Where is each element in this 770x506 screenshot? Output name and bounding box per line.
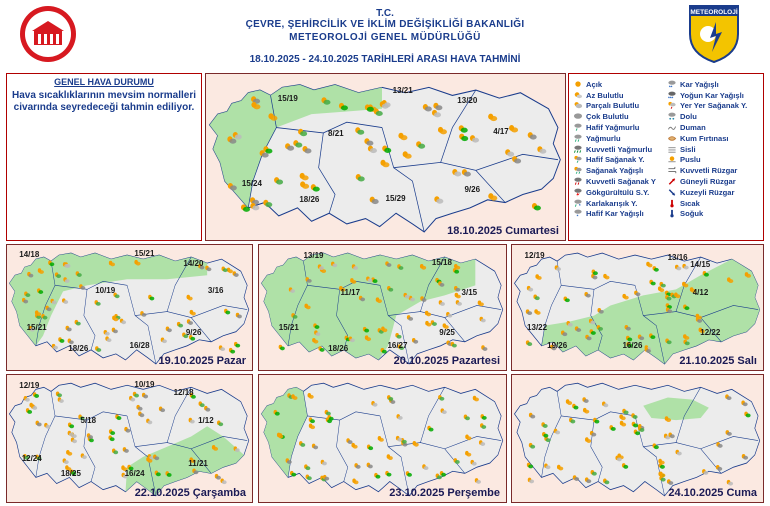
temperature-label: 8/21: [328, 128, 344, 138]
legend-label: Puslu: [680, 155, 701, 165]
legend-item: [573, 133, 667, 144]
legend-item: [667, 79, 761, 90]
weather-icon: [475, 478, 481, 484]
general-weather-box: [6, 73, 202, 241]
weather-icon: [229, 348, 235, 354]
temperature-label: 13/16: [667, 252, 688, 262]
legend-item: [667, 187, 761, 198]
legend-label: Çok Bulutlu: [586, 112, 629, 122]
legend-label: Kuvvetli Rüzgar: [680, 166, 738, 176]
temperature-label: 13/22: [527, 322, 548, 332]
cloud-icon: [573, 112, 583, 121]
weather-icon: [526, 340, 532, 346]
cold-icon: [667, 209, 677, 218]
temperature-label: 15/21: [26, 322, 47, 332]
temperature-label: 13/19: [303, 251, 324, 261]
legend-item: [573, 144, 667, 155]
turkey-map-shape: [512, 245, 763, 370]
map-date-label: 21.10.2025 Salı: [679, 355, 757, 367]
strong-wind-icon: [667, 166, 677, 175]
legend-item: [573, 155, 667, 166]
sleet-icon: [573, 199, 583, 208]
temperature-label: 9/26: [185, 327, 202, 337]
temperature-label: 15/24: [241, 178, 262, 188]
temperature-label: 11/21: [188, 458, 208, 468]
temperature-label: 3/16: [207, 286, 224, 296]
temperature-label: 14/15: [690, 260, 711, 269]
temperature-label: 13/21: [392, 85, 413, 95]
temperature-label: 10/19: [134, 380, 155, 390]
svg-text:**: **: [668, 84, 673, 89]
temperature-label: 15/29: [385, 193, 406, 203]
temperature-label: 12/24: [21, 453, 42, 463]
svg-text:*: *: [578, 202, 581, 208]
temperature-label: 15/18: [431, 257, 452, 267]
turkey-map: [206, 74, 565, 240]
legend-item: [573, 111, 667, 122]
temperature-label: 19/26: [547, 341, 568, 351]
legend-item: [667, 122, 761, 133]
legend-label: Karlakarışık Y.: [586, 198, 638, 208]
legend-label: Yoğun Kar Yağışlı: [680, 90, 744, 100]
temperature-label: 18/26: [68, 343, 89, 353]
light-rain-icon: [573, 123, 583, 132]
south-wind-icon: [667, 177, 677, 186]
legend-label: Dolu: [680, 112, 697, 122]
legend-item: [667, 209, 761, 220]
turkey-map-shape: [512, 375, 763, 502]
legend-column-2: [667, 79, 761, 219]
header: [0, 0, 770, 70]
weather-icon: [528, 478, 534, 484]
forecast-period: 18.10.2025 - 24.10.2025 TARİHLERİ ARASI HAVA TAHMİNİ: [249, 54, 521, 65]
legend-item: [573, 209, 667, 220]
weather-icon: [532, 203, 541, 210]
legend-label: Hafif Sağanak Y.: [586, 155, 645, 165]
temperature-label: 9/26: [464, 185, 481, 195]
turkey-map-shape: [206, 74, 565, 240]
svg-text:***: ***: [667, 95, 674, 100]
turkey-map: [259, 245, 506, 370]
legend-item: [573, 165, 667, 176]
temperature-label: 15/19: [277, 93, 298, 103]
snow-icon: [667, 80, 677, 89]
legend-item: [667, 101, 761, 112]
partly-sunny-icon: [573, 91, 583, 100]
map-panel-day4: [511, 244, 764, 371]
temperature-label: 18/25: [60, 468, 81, 478]
rain-icon: [573, 134, 583, 143]
legend-label: Yer Yer Sağanak Y.: [680, 101, 748, 111]
map-date-label: 22.10.2025 Çarşamba: [134, 487, 246, 499]
legend-label: Parçalı Bulutlu: [586, 101, 640, 111]
legend-label: Açık: [586, 79, 603, 89]
legend-item: [667, 111, 761, 122]
legend-item: [573, 187, 667, 198]
temperature-label: 3/15: [461, 287, 478, 297]
map-date-label: 20.10.2025 Pazartesi: [393, 355, 500, 367]
legend-label: Kum Fırtınası: [680, 133, 729, 143]
legend-item: [667, 144, 761, 155]
legend-column-1: [573, 79, 667, 219]
legend-label: Sıcak: [680, 198, 700, 208]
light-shower-icon: [573, 155, 583, 164]
map-panel-day5: [6, 374, 253, 503]
turkey-map-shape: [259, 245, 506, 370]
light-snow-icon: [573, 209, 583, 218]
turkey-map: [259, 375, 506, 502]
map-panel-day1: [205, 73, 566, 241]
temperature-label: 16/27: [387, 341, 408, 351]
hot-icon: [667, 199, 677, 208]
legend-label: Az Bulutlu: [586, 90, 624, 100]
legend-label: Soğuk: [680, 209, 704, 219]
legend-item: [667, 165, 761, 176]
temperature-label: 10/19: [95, 286, 116, 296]
temperature-label: 14/20: [183, 258, 204, 268]
map-panel-day7: [511, 374, 764, 503]
smoke-icon: [667, 123, 677, 132]
weather-icon: [234, 342, 240, 348]
legend-item: [667, 176, 761, 187]
general-weather-text: Hava sıcaklıklarının mevsim normalleri civarında seyredeceği tahmin ediliyor.: [12, 90, 196, 113]
svg-text:METEOROLOJİ: METEOROLOJİ: [690, 9, 738, 16]
legend-label: Kuvvetli Sağanak Y: [586, 177, 656, 187]
legend-label: Güneyli Rüzgar: [680, 177, 736, 187]
legend-label: Kuzeyli Rüzgar: [680, 187, 735, 197]
legend-label: Gökgürültülü S.Y.: [586, 187, 650, 197]
heavy-rain-icon: [573, 145, 583, 154]
turkey-map-shape: [7, 245, 252, 370]
weather-icon: [220, 478, 226, 484]
haze-icon: [667, 155, 677, 164]
temperature-label: 15/21: [278, 322, 299, 332]
legend-label: Sisli: [680, 144, 696, 154]
legend-item: [667, 90, 761, 101]
legend-item: [667, 133, 761, 144]
weather-icon: [727, 480, 733, 486]
north-wind-icon: [667, 188, 677, 197]
temperature-label: 15/21: [134, 248, 155, 258]
temperature-label: 11/17: [340, 287, 361, 297]
heavy-snow-icon: [667, 91, 677, 100]
legend-label: Yağmurlu: [586, 133, 621, 143]
fog-icon: [667, 145, 677, 154]
turkey-map: [512, 375, 763, 502]
svg-text:*: *: [576, 214, 579, 219]
header-line1: T.C.: [376, 8, 394, 19]
legend-label: Kuvvetli Yağmurlu: [586, 144, 653, 154]
temperature-label: 14/18: [19, 250, 40, 259]
legend-item: [573, 90, 667, 101]
map-date-label: 23.10.2025 Perşembe: [389, 487, 500, 499]
weather-icon: [481, 345, 487, 351]
meteoroloji-logo: [688, 4, 740, 64]
turkey-map: [7, 375, 252, 502]
legend-item: [573, 176, 667, 187]
map-date-label: 19.10.2025 Pazar: [158, 355, 246, 367]
temperature-label: 18/26: [299, 195, 320, 205]
temperature-label: 4/12: [692, 287, 709, 297]
weather-icon: [215, 474, 221, 480]
legend-item: [573, 79, 667, 90]
legend-item: [573, 198, 667, 209]
temperature-label: 9/25: [439, 327, 455, 337]
map-date-label: 24.10.2025 Cuma: [668, 487, 757, 499]
legend-item: [573, 101, 667, 112]
directorate-name: METEOROLOJİ GENEL MÜDÜRLÜĞÜ: [289, 32, 481, 43]
legend-label: Hafif Yağmurlu: [586, 123, 640, 133]
map-date-label: 18.10.2025 Cumartesi: [447, 225, 559, 237]
legend-label: Hafif Kar Yağışlı: [586, 209, 644, 219]
temperature-label: 16/26: [622, 341, 643, 351]
temperature-label: 13/20: [457, 95, 478, 105]
sandstorm-icon: [667, 134, 677, 143]
country-outline: [514, 383, 759, 496]
legend-box: [568, 73, 764, 241]
shower-icon: [573, 166, 583, 175]
legend-item: [667, 198, 761, 209]
temperature-label: 18/26: [328, 343, 349, 353]
partly-cloudy-icon: [573, 101, 583, 110]
map-panel-day6: [258, 374, 507, 503]
heavy-shower-icon: [573, 177, 583, 186]
temperature-label: 16/28: [129, 341, 150, 351]
temperature-label: 12/22: [700, 327, 721, 337]
legend-label: Duman: [680, 123, 706, 133]
temperature-label: 12/19: [524, 251, 545, 261]
temperature-label: 4/17: [493, 127, 509, 137]
legend-item: [573, 122, 667, 133]
temperature-label: 1/12: [198, 415, 214, 425]
scattered-shower-icon: [667, 101, 677, 110]
turkey-map: [7, 245, 252, 370]
temperature-label: 16/24: [124, 468, 145, 478]
turkey-map-shape: [259, 375, 506, 502]
turkey-map: [512, 245, 763, 370]
map-panel-day3: [258, 244, 507, 371]
weather-icon: [219, 345, 225, 351]
temperature-label: 12/18: [173, 387, 194, 397]
weather-icon: [279, 345, 285, 351]
hail-icon: [667, 112, 677, 121]
legend-label: Kar Yağışlı: [680, 79, 719, 89]
map-panel-day2: [6, 244, 253, 371]
weather-icon: [451, 342, 457, 348]
temperature-label: 12/19: [19, 381, 40, 391]
sun-icon: [573, 80, 583, 89]
general-weather-title: GENEL HAVA DURUMU: [54, 77, 154, 87]
thunderstorm-icon: [573, 188, 583, 197]
turkey-map-shape: [7, 375, 252, 502]
legend-item: [667, 155, 761, 166]
ministry-name: ÇEVRE, ŞEHİRCİLİK VE İKLİM DEĞİŞİKLİĞİ BAKANLIĞI: [245, 19, 525, 30]
legend-label: Sağanak Yağışlı: [586, 166, 644, 176]
temperature-label: 5/18: [80, 415, 97, 425]
